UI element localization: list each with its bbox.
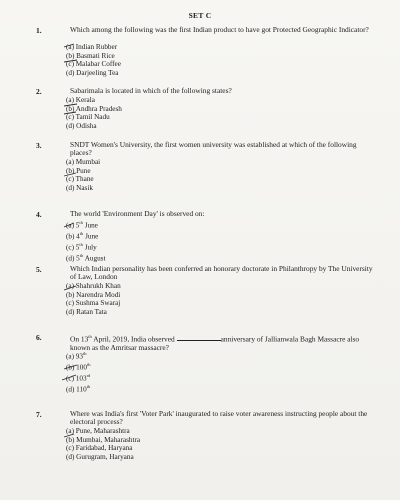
- option-c: (c) 5th July: [66, 242, 97, 252]
- option-a: (a) Pune, Maharashtra: [66, 427, 130, 435]
- option-d: (d) Gurugram, Haryana: [66, 453, 134, 462]
- option-b: (b) Basmati Rice: [66, 51, 115, 60]
- question-text: Which among the following was the first Indian product to have got Protected Geographic Indicator?: [70, 25, 369, 34]
- question-number: 2.: [36, 87, 42, 96]
- option-a: (a) Mumbai: [66, 158, 101, 166]
- option-c: (c) Sushma Swaraj: [66, 299, 121, 308]
- option-d: (d) Ratan Tata: [66, 308, 107, 317]
- question-text: Which Indian personality has been conferred an honorary doctorate in Philanthropy by The University of Law, London: [70, 264, 373, 282]
- option-a: (a) Shahrukh Khan: [66, 282, 121, 290]
- question-number: 6.: [36, 333, 42, 342]
- question-number: 4.: [36, 210, 42, 219]
- option-a: (a) 93th: [66, 351, 87, 361]
- option-b: (b) 4th June: [66, 231, 99, 241]
- options-list: [66, 219, 105, 263]
- question-number: 1.: [36, 26, 42, 35]
- option-c: (c) Faridabad, Haryana: [66, 444, 133, 453]
- options-list: [66, 158, 100, 193]
- question-text: The world 'Environment Day' is observed on:: [70, 209, 205, 218]
- option-b: (b) Narendra Modi: [66, 290, 121, 299]
- option-c: (c) Tamil Nadu: [66, 113, 110, 122]
- option-b: (b) Pune: [66, 166, 91, 175]
- option-d: (d) Odisha: [66, 122, 97, 131]
- set-title: SET C: [188, 11, 212, 20]
- options-list: [66, 96, 122, 131]
- options-list: [66, 282, 121, 317]
- option-b: (b) Andhra Pradesh: [66, 104, 122, 113]
- question-number: 3.: [36, 141, 42, 150]
- option-d: (d) 5th August: [66, 253, 106, 263]
- option-b: (b) 100th: [66, 362, 91, 372]
- option-c: (c) 103rd: [66, 373, 91, 383]
- question-text: Sabarimala is located in which of the following states?: [70, 86, 232, 95]
- question-text: SNDT Women's University, the first women university was established at which of the following places?: [70, 140, 357, 158]
- option-a: (a) Kerala: [66, 96, 95, 104]
- option-d: (d) 110th: [66, 384, 91, 394]
- options-list: [66, 43, 121, 78]
- option-c: (c) Thane: [66, 175, 94, 184]
- question-number: 5.: [36, 265, 42, 274]
- option-d: (d) Nasik: [66, 184, 93, 193]
- question-number: 7.: [36, 410, 42, 419]
- option-a: (a) 5th June: [66, 220, 98, 230]
- option-c: (c) Malabar Coffee: [66, 60, 121, 69]
- option-a: (a) Indian Rubber: [66, 43, 118, 51]
- fill-in-blank: [177, 334, 221, 341]
- options-list: [66, 350, 90, 394]
- question-text: On 13th April, 2019, India observed anniversary of Jallianwala Bagh Massacre also known as the Amritsar massacre?: [70, 334, 360, 352]
- question-text: Where was India's first 'Voter Park' inaugurated to raise voter awareness instructing people about the electoral process?: [70, 409, 368, 427]
- option-b: (b) Mumbai, Maharashtra: [66, 435, 141, 444]
- options-list: [66, 427, 140, 462]
- option-d: (d) Darjeeling Tea: [66, 69, 119, 78]
